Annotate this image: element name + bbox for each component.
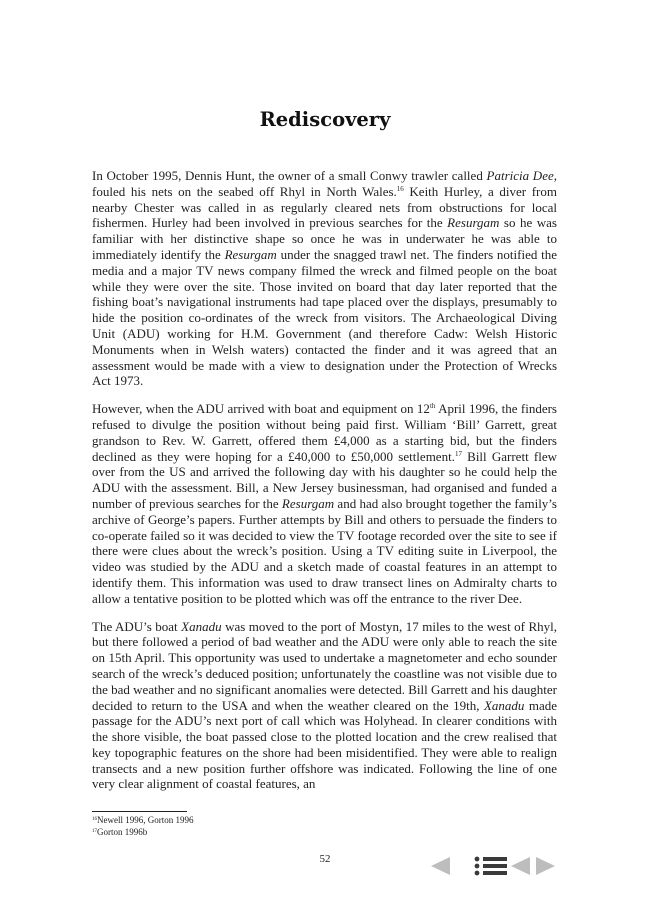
page-number: 52 xyxy=(319,853,331,865)
footnote-rule xyxy=(92,811,187,812)
back-arrow-icon[interactable] xyxy=(431,857,450,875)
footnote-16: $^{16}$Newell 1996, Gorton 1996 xyxy=(92,815,194,825)
page-navigation xyxy=(429,855,559,877)
paragraph-3: The ADU’s boat Xanadu was moved to the port of Mostyn, 17 miles to the west of Rhyl, but there followed a period of bad weather and the ADU were only able to reach the site on 15th April. This opportunity was used to undertake a magnetometer and echo sounder search of the wreck’s deduced position; unfortunately the coastline was not visible due to the bad weather and no significant anomalies were detected. Bill Garrett and his daughter decided to return to the USA and when the weather cleared on the 19th, Xanadu made passage for the ADU’s next port of call which was Holyhead. In clearer conditions with the shore visible, the boat passed close to the plotted location and the crew realised that key topographic features on the shore had been misidentified. They were able to realign transects and a new position further offshore was indicated. Following the line of one very clear alignment of coastal features, an xyxy=(92,618,557,792)
paragraph-2: However, when the ADU arrived with boat and equipment on 12th April 1996, the finders refused to divulge the position without being paid first. William ‘Bill’ Garrett, great grandson to Rev. W. Garrett, offered them £4,000 as a starting bid, but the finders declined as they were hoping for a £40,000 to £50,000 settlement.$^{17}$ Bill Garrett flew over from the US and arrived the following day with his daughter so he could help the ADU with the assessment. Bill, a New Jersey businessman, had organised and funded a number of previous searches for the Resurgam and had also brought together the family’s archive of George’s papers. Further attempts by Bill and others to persuade the finders to co-operate failed so it was decided to view the TV footage recorded over the site to see if there were clues about the wreck’s position. Using a TV editing suite in Liverpool, the video was studied by the ADU and a sketch made of coastal features in an attempt to identify them. This information was used to draw transect lines on Admiralty charts to allow a tentative position to be plotted which was off the entrance to the river Dee. xyxy=(92,401,557,606)
page-title: Rediscovery xyxy=(259,108,391,131)
next-page-icon[interactable] xyxy=(536,857,555,875)
footnote-ref-17[interactable]: 17 xyxy=(454,449,462,458)
paragraph-1: In October 1995, Dennis Hunt, the owner of a small Conwy trawler called Patricia Dee, fouled his nets on the seabed off Rhyl in North Wales.$^{16}$ Keith Hurley, a diver from nearby Chester was called in as regularly cleared nets from obstructions for local fishermen. Hurley had been involved in previous searches for the Resurgam so he was familiar with her distinctive shape so once he was in underwater he was able to immediately identify the Resurgam under the snagged trawl net. The finders notified the media and a major TV news company filmed the wreck and filmed people on the boat while they were over the site. Those invited on board that day later reported that the fishing boat’s navigational instruments had tape placed over the displays, presumably to hide the position co-ordinates of the wreck from visitors. The Archaeological Diving Unit (ADU) working for H.M. Government (and therefore Cadw: Welsh Historic Monuments when in Welsh waters) contacted the finder and it was agreed that an assessment would be made with a view to designation under the Protection of Wrecks Act 1973. xyxy=(92,168,557,389)
footnotes xyxy=(92,815,392,838)
footnote-17: $^{17}$Gorton 1996b xyxy=(92,826,148,837)
menu-list-icon[interactable] xyxy=(475,857,507,876)
footnote-ref-16[interactable]: 16 xyxy=(396,184,404,193)
body-text xyxy=(92,168,557,792)
previous-page-icon[interactable] xyxy=(511,857,530,875)
